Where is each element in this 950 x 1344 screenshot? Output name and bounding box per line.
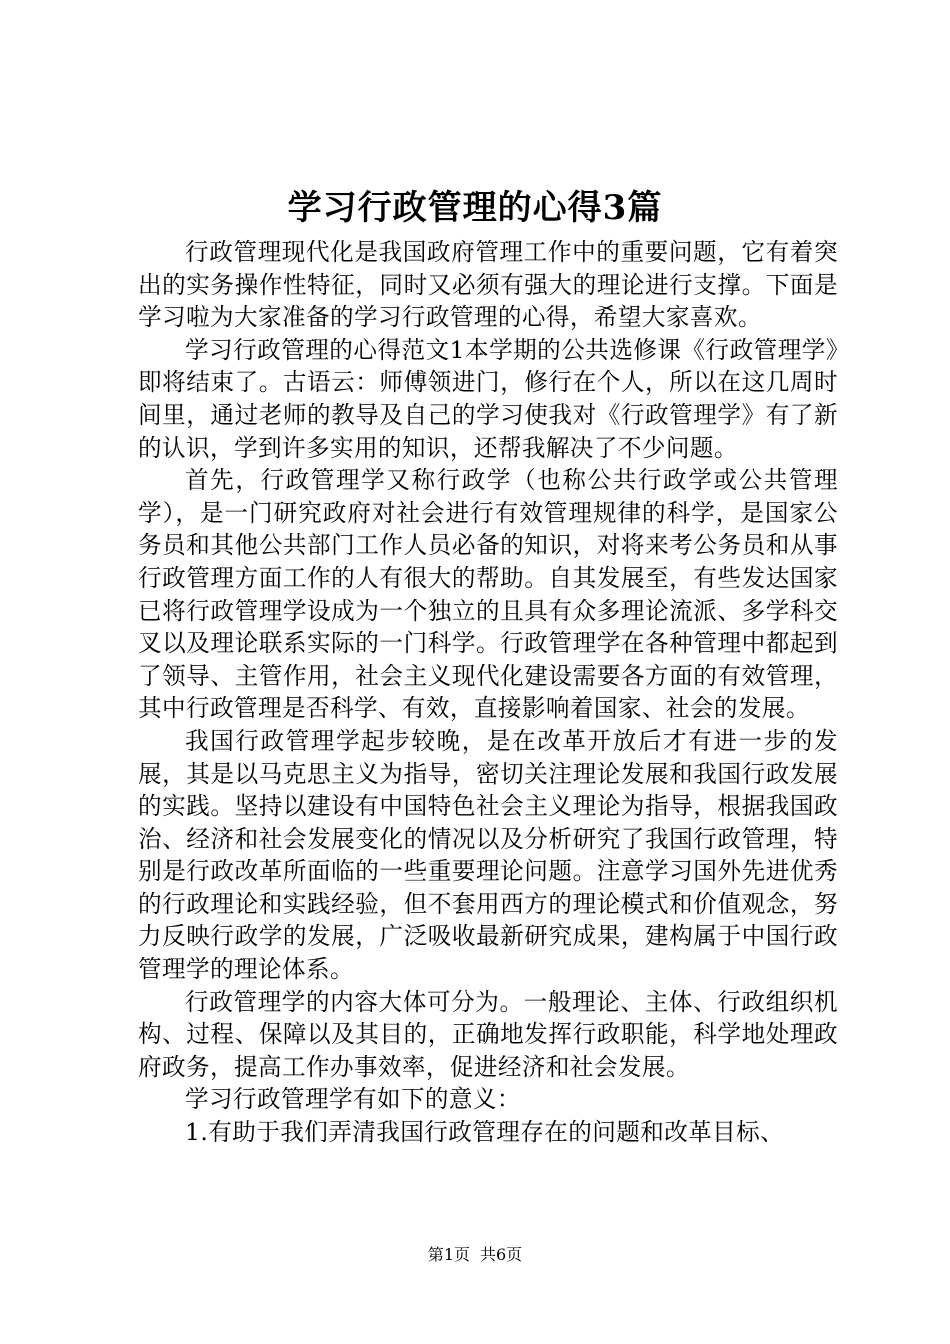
paragraph-list-item-1: 1.有助于我们弄清我国行政管理存在的问题和改革目标、 [185, 1118, 785, 1147]
page-footer [0, 1244, 950, 1266]
paragraph-essay-opening: 学习行政管理的心得范文1本学期的公共选修课《行政管理学》即将结束了。古语云：师傅领进门，修行在个人，所以在这几周时间里，通过老师的教导及自己的学习使我对《行政管理学》有了新的认识，学到许多实用的知识，还帮我解决了不少问题。 [138, 335, 838, 462]
paragraph-definition: 首先，行政管理学又称行政学（也称公共行政学或公共管理学），是一门研究政府对社会进行有效管理规律的科学，是国家公务员和其他公共部门工作人员必备的知识，对将来考公务员和从事行政管理方面工作的人有很大的帮助。自其发展至，有些发达国家已将行政管理学设成为一个独立的且具有众多理论流派、多学科交叉以及理论联系实际的一门科学。行政管理学在各种管理中都起到了领导、主管作用，社会主义现代化建设需要各方面的有效管理，其中行政管理是否科学、有效，直接影响着国家、社会的发展。 [138, 466, 838, 723]
paragraph-intro: 行政管理现代化是我国政府管理工作中的重要问题，它有着突出的实务操作性特征，同时又必须有强大的理论进行支撑。下面是学习啦为大家准备的学习行政管理的心得，希望大家喜欢。 [138, 238, 838, 332]
paragraph-content-scope: 行政管理学的内容大体可分为。一般理论、主体、行政组织机构、过程、保障以及其目的，正确地发挥行政职能，科学地处理政府政务，提高工作办事效率，促进经济和社会发展。 [138, 987, 838, 1081]
paragraph-significance-heading: 学习行政管理学有如下的意义： [185, 1085, 521, 1114]
document-body [138, 236, 838, 1149]
document-title: 学习行政管理的心得3篇 [287, 188, 663, 228]
page-number: 第1页 [427, 1245, 470, 1264]
paragraph-china-development: 我国行政管理学起步较晚，是在改革开放后才有进一步的发展，其是以马克思主义为指导，密切关注理论发展和我国行政发展的实践。坚持以建设有中国特色社会主义理论为指导，根据我国政治、经济和社会发展变化的情况以及分析研究了我国行政管理，特别是行政改革所面临的一些重要理论问题。注意学习国外先进优秀的行政理论和实践经验，但不套用西方的理论模式和价值观念，努力反映行政学的发展，广泛吸收最新研究成果，建构属于中国行政管理学的理论体系。 [138, 726, 838, 984]
page-total: 共6页 [480, 1245, 523, 1264]
